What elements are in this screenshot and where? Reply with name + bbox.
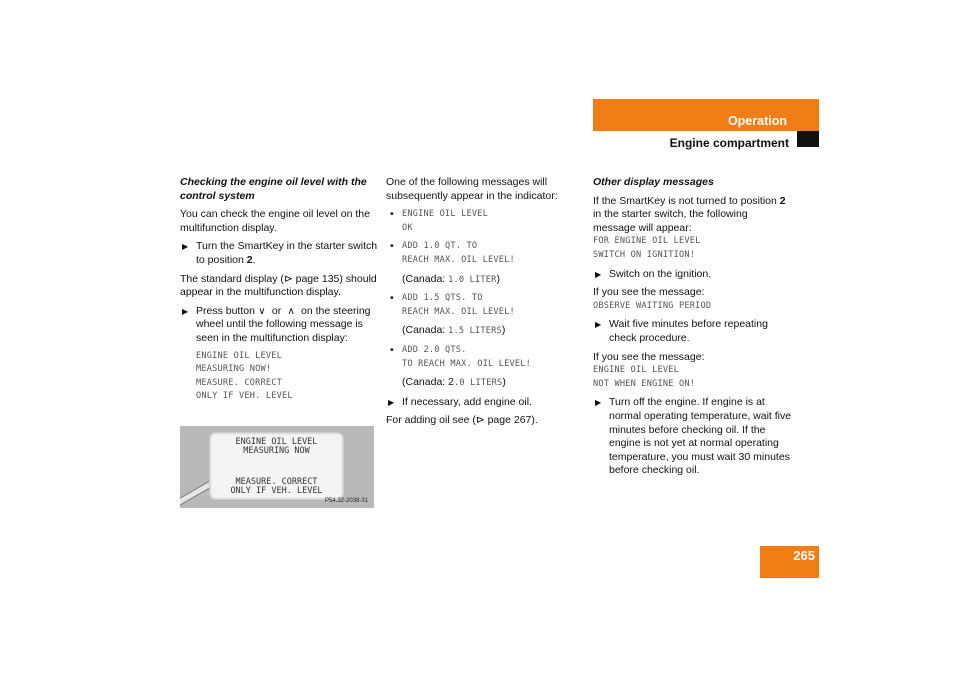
arrow-bullet-icon: ▶	[388, 397, 395, 407]
engine-on-paragraph: If you see the message: ENGINE OIL LEVEL NOT WHEN ENGINE ON!	[593, 350, 705, 389]
arrow-bullet-icon: ▶	[595, 320, 602, 330]
arrow-bullet-icon: ▶	[182, 242, 189, 252]
photo-caption: P54.32-2038-31	[325, 498, 369, 504]
heading-check-oil: Checking the engine oil level with the control system	[180, 176, 367, 202]
column-middle	[386, 176, 582, 433]
step-switch-ignition: ▶ Switch on the ignition.	[595, 267, 712, 280]
adding-oil-reference: For adding oil see (⊳ page 267).	[386, 414, 538, 427]
intro-text: You can check the engine oil level on the multifunction display.	[180, 208, 370, 234]
message-oil-ok: • ENGINE OIL LEVEL OK	[390, 208, 488, 233]
arrow-down-key-icon: ∨	[258, 305, 266, 317]
arrow-up-key-icon: ∧	[287, 305, 295, 317]
column-left	[180, 176, 380, 409]
canada-note-2: (Canada: 1.5 LITERS)	[402, 324, 506, 337]
section-title: Operation	[727, 114, 787, 128]
page-number: 265	[793, 548, 815, 563]
canada-note-1: (Canada: 1.0 LITER)	[402, 272, 500, 285]
step-press-button: ▶ Press button ∨ or ∧ on the steering wheel until the following message is seen in the multifunction display: ENGINE OIL LEVEL MEASURING NOW! MEASURE. CORRECT ONLY IF VEH. LEVEL	[180, 305, 380, 404]
step-turn-smartkey: ▶ Turn the SmartKey in the starter switch to position 2.	[182, 240, 378, 266]
message-add-1-qt: • ADD 1.0 QT. TO REACH MAX. OIL LEVEL!	[390, 240, 515, 265]
arrow-bullet-icon: ▶	[182, 306, 189, 316]
display-message-measuring: ENGINE OIL LEVEL MEASURING NOW! MEASURE. CORRECT ONLY IF VEH. LEVEL	[196, 350, 293, 402]
header-tab-marker	[797, 131, 819, 147]
step-add-oil: ▶ If necessary, add engine oil.	[388, 395, 532, 408]
step-turn-off-engine: ▶ Turn off the engine. If engine is at normal operating temperature, wait five minutes before checking oil. If the engine is not yet at normal operating temperature, you must wait 30 minutes before checking oil.	[595, 396, 792, 477]
multifunction-display-photo	[180, 426, 374, 508]
messages-intro: One of the following messages will subsequently appear in the indicator:	[386, 176, 558, 202]
arrow-bullet-icon: ▶	[595, 269, 602, 279]
page-number-box	[760, 546, 819, 578]
canada-note-3: (Canada: 2.0 LITERS)	[402, 376, 506, 389]
arrow-bullet-icon: ▶	[595, 398, 602, 408]
display-screen: ENGINE OIL LEVEL MEASURING NOW MEASURE. CORRECT ONLY IF VEH. LEVEL	[209, 432, 344, 500]
message-add-2-qts: • ADD 2.0 QTS. TO REACH MAX. OIL LEVEL!	[390, 343, 531, 369]
header-banner	[593, 99, 819, 131]
heading-other-messages: Other display messages	[593, 176, 714, 188]
subsection-title: Engine compartment	[669, 136, 789, 150]
column-right	[593, 176, 793, 483]
waiting-paragraph: If you see the message: OBSERVE WAITING PERIOD	[593, 286, 712, 311]
message-add-1-5-qts: • ADD 1.5 QTS. TO REACH MAX. OIL LEVEL!	[390, 292, 515, 317]
ignition-paragraph: If the SmartKey is not turned to position 2 in the starter switch, the following message will appear: FOR ENGINE OIL LEVEL SWITCH ON IGNITION!	[593, 194, 786, 260]
step-wait-five-minutes: ▶ Wait five minutes before repeating check procedure.	[595, 318, 768, 344]
standard-display-text: The standard display (⊳ page 135) should appear in the multifunction display.	[180, 272, 377, 299]
